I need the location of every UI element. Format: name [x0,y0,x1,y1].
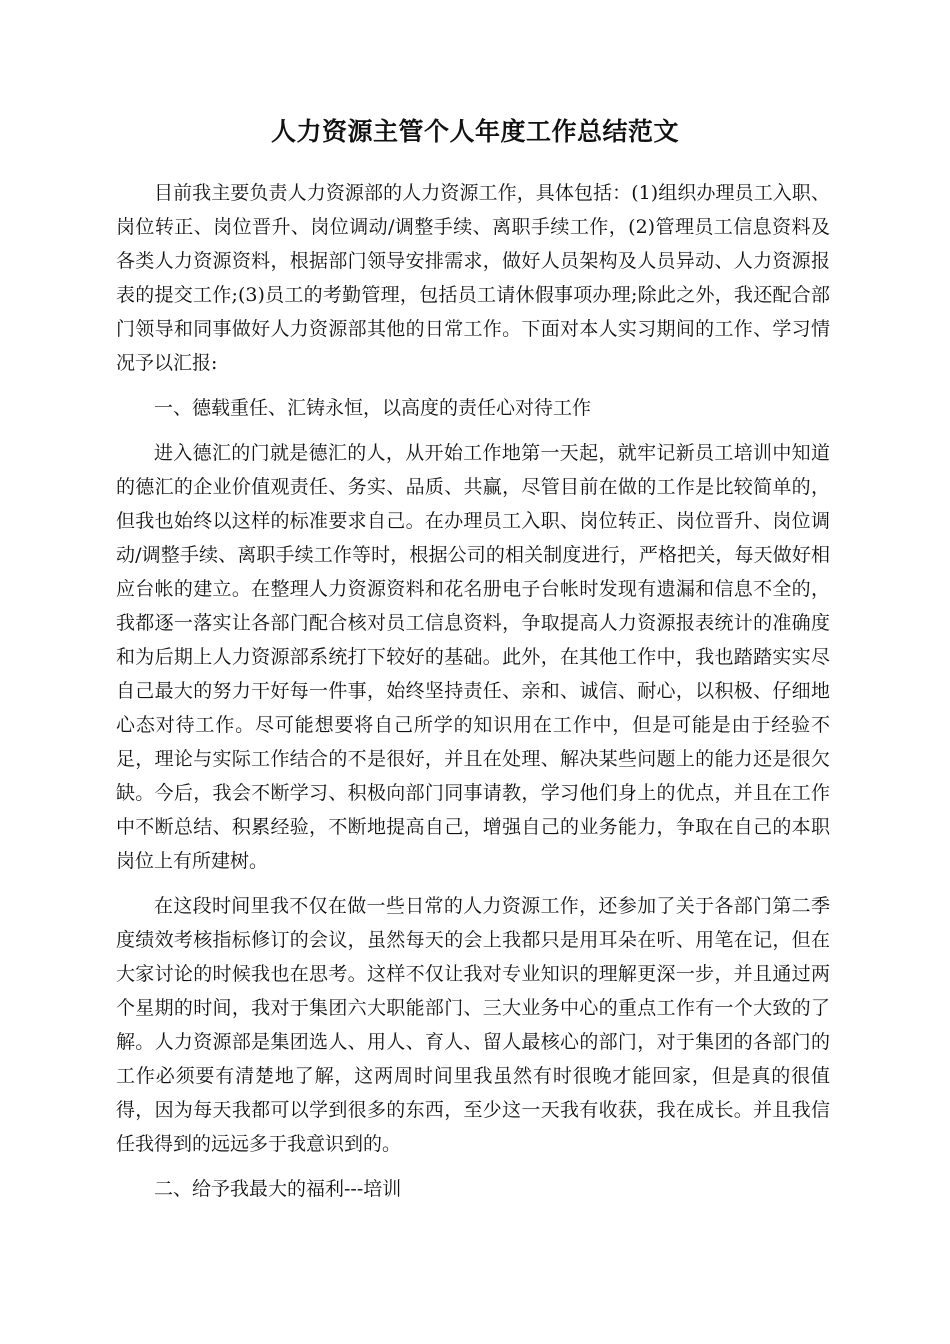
document-title: 人力资源主管个人年度工作总结范文 [270,117,679,146]
body-paragraph-1: 进入德汇的门就是德汇的人，从开始工作地第一天起，就牢记新员工培训中知道的德汇的企业价值观责任、务实、品质、共赢，尽管目前在做的工作是比较简单的，但我也始终以这样的标准要求自己。在办理员工入职、岗位转正、岗位晋升、岗位调动/调整手续、离职手续工作等时，根据公司的相关制度进行，严格把关，每天做好相应台帐的建立。在整理人力资源资料和花名册电子台帐时发现有遗漏和信息不全的，我都逐一落实让各部门配合核对员工信息资料，争取提高人力资源报表统计的准确度和为后期上人力资源部系统打下较好的基础。此外，在其他工作中，我也踏踏实实尽自己最大的努力干好每一件事，始终坚持责任、亲和、诚信、耐心，以积极、仔细地心态对待工作。尽可能想要将自己所学的知识用在工作中，但是可能是由于经验不足，理论与实际工作结合的不是很好，并且在处理、解决某些问题上的能力还是很欠缺。今后，我会不断学习、积极向部门同事请教，学习他们身上的优点，并且在工作中不断总结、积累经验，不断地提高自己，增强自己的业务能力，争取在自己的本职岗位上有所建树。 [116,442,830,872]
section-heading-1: 一、德载重任、汇铸永恒，以高度的责任心对待工作 [154,397,592,419]
intro-paragraph: 目前我主要负责人力资源部的人力资源工作，具体包括：(1)组织办理员工入职、岗位转正、岗位晋升、岗位调动/调整手续、离职手续工作，(2)管理员工信息资料及各类人力资源资料，根据部门领导安排需求，做好人员架构及人员异动、人力资源报表的提交工作;(3)员工的考勤管理，包括员工请休假事项办理;除此之外，我还配合部门领导和同事做好人力资源部其他的日常工作。下面对本人实习期间的工作、学习情况予以汇报: [116,182,830,374]
section-heading-2: 二、给予我最大的福利---培训 [154,1178,402,1200]
body-paragraph-2: 在这段时间里我不仅在做一些日常的人力资源工作，还参加了关于各部门第二季度绩效考核指标修订的会议，虽然每天的会上我都只是用耳朵在听、用笔在记，但在大家讨论的时候我也在思考。这样不仅让我对专业知识的理解更深一步，并且通过两个星期的时间，我对于集团六大职能部门、三大业务中心的重点工作有一个大致的了解。人力资源部是集团选人、用人、育人、留人最核心的部门，对于集团的各部门的工作必须要有清楚地了解，这两周时间里我虽然有时很晚才能回家，但是真的很值得，因为每天我都可以学到很多的东西，至少这一天我有收获，我在成长。并且我信任我得到的远远多于我意识到的。 [116,895,830,1155]
document-body [116,176,830,1206]
